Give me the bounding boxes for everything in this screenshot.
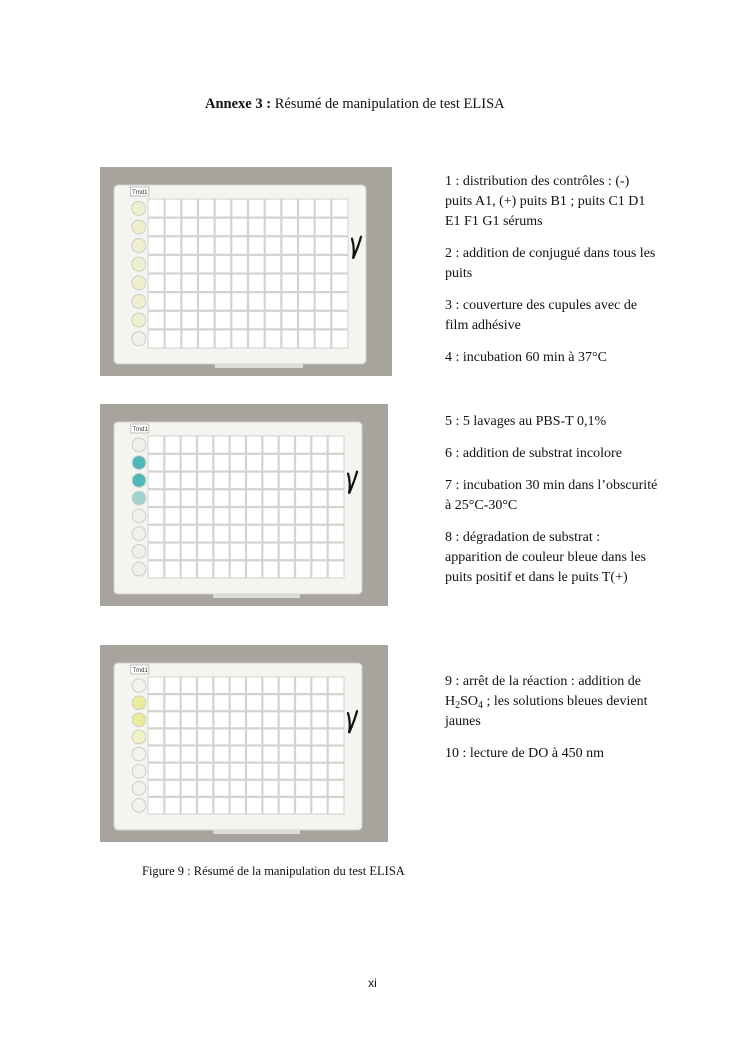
plate-image-1	[100, 167, 392, 376]
well	[132, 276, 146, 290]
annex-title-text: Résumé de manipulation de test ELISA	[271, 96, 505, 112]
annex-title	[205, 96, 505, 113]
step-1: 1 : distribution des contrôles : (-) puits A1, (+) puits B1 ; puits C1 D1 E1 F1 G1 sérums	[445, 174, 646, 229]
well	[132, 679, 146, 693]
well	[132, 713, 146, 727]
step-9-text-c: ; les solutions bleues devient jaunes	[445, 694, 648, 729]
step-9-text-b: SO	[460, 694, 479, 709]
well	[132, 799, 146, 813]
well	[132, 332, 146, 346]
well	[132, 562, 146, 576]
well	[132, 545, 146, 559]
well	[132, 474, 146, 488]
annex-label: Annexe 3 :	[205, 96, 272, 112]
step-9-sub-4: 4	[478, 700, 484, 711]
well	[132, 696, 146, 710]
step-9-sub-2: 2	[455, 700, 461, 711]
plate-foot	[215, 364, 303, 368]
well	[132, 239, 146, 253]
step-9	[445, 672, 660, 732]
step-6: 6 : addition de substrat incolore	[445, 446, 622, 461]
plate-label: Tmd1	[132, 668, 148, 674]
well	[132, 313, 146, 327]
plate-label: Tmd1	[132, 190, 148, 196]
well	[132, 527, 146, 541]
elisa-plate-photo-2	[100, 404, 388, 606]
well	[132, 509, 146, 523]
steps-group-2	[445, 412, 660, 600]
step-3: 3 : couverture des cupules avec de film adhésive	[445, 298, 638, 333]
step-8: 8 : dégradation de substrat : apparition de couleur bleue dans les puits positif et dans le puits T(+)	[445, 530, 646, 585]
plate-label: Tmd1	[132, 427, 148, 433]
plate-foot	[213, 594, 300, 598]
step-2: 2 : addition de conjugué dans tous les puits	[445, 246, 656, 281]
step-4: 4 : incubation 60 min à 37°C	[445, 350, 607, 365]
well	[132, 491, 146, 505]
elisa-plate-photo-1	[100, 167, 392, 376]
page-number: xi	[368, 976, 377, 990]
step-5: 5 : 5 lavages au PBS-T 0,1%	[445, 414, 607, 429]
elisa-plate-photo-3	[100, 645, 388, 842]
well	[132, 456, 146, 470]
well	[132, 730, 146, 744]
well	[132, 747, 146, 761]
plate-image-2	[100, 404, 388, 606]
steps-group-3	[445, 672, 660, 776]
steps-group-1	[445, 172, 660, 380]
well	[132, 220, 146, 234]
step-10: 10 : lecture de DO à 450 nm	[445, 746, 605, 761]
step-9-text-a: 9 : arrêt de la réaction : addition de H	[445, 674, 641, 709]
well	[132, 438, 146, 452]
step-7: 7 : incubation 30 min dans l’obscurité à 25°C-30°C	[445, 478, 658, 513]
well	[132, 781, 146, 795]
well	[132, 201, 146, 215]
plate-foot	[213, 830, 300, 834]
well	[132, 294, 146, 308]
well	[132, 257, 146, 271]
figure-caption: Figure 9 : Résumé de la manipulation du test ELISA	[142, 864, 405, 878]
plate-image-3	[100, 645, 388, 842]
well	[132, 764, 146, 778]
